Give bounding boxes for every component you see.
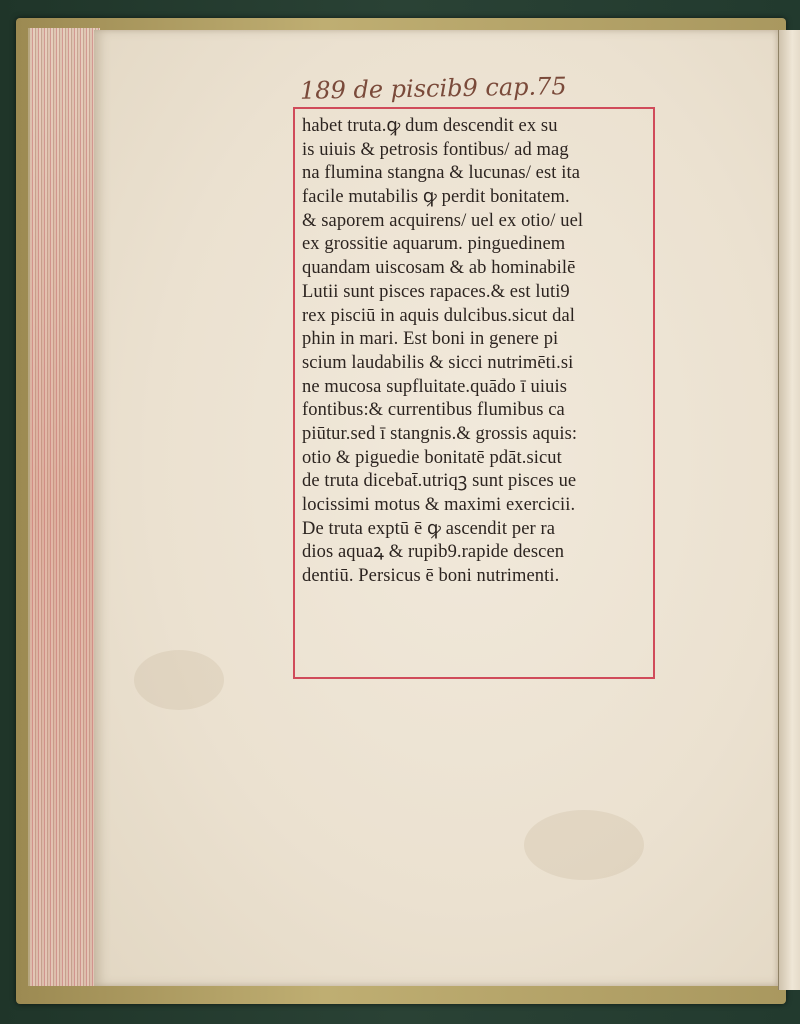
text-line: dios aquaꝝ & rupib9.rapide descen [302,542,565,563]
text-line: scium laudabilis & sicci nutrimēti.si [302,352,574,373]
text-line: piūtur.sed ī stangnis.& grossis aquis: [302,423,578,444]
page-edges [28,28,100,986]
text-line: dentiū. Persicus ē boni nutrimenti. [302,566,560,587]
next-page-edge [778,30,800,990]
text-line: locissimi motus & maximi exercicii. [302,495,576,515]
text-line: ne mucosa supfluitate.quādo ī uiuis [302,376,568,397]
text-line: Lutii sunt pisces rapaces.& est luti9 [302,281,570,302]
text-line: & saporem acquirens/ uel ex otio/ uel [302,210,584,231]
text-line: facile mutabilis ꝙ perdit bonitatem. [302,187,570,208]
text-line: is uiuis & petrosis fontibus/ ad mag [302,139,569,160]
text-line: De truta exptū ē ꝙ ascendit per ra [302,518,556,539]
text-line: de truta dicebat̄.utriqꝫ sunt pisces ue [302,471,577,492]
text-line: rex pisciū in aquis dulcibus.sicut dal [302,305,576,326]
text-line: fontibus:& currentibus flumibus ca [302,400,565,421]
page-stain [134,650,224,710]
text-block [302,115,654,589]
text-line: na flumina stangna & lucunas/ est ita [302,163,581,184]
page-stain [524,810,644,880]
text-line: phin in mari. Est boni in genere pi [302,329,559,350]
handwritten-header: 189 de piscib9 cap.75 [299,72,567,105]
text-line: habet truta.ꝙ dum descendit ex su [302,116,558,136]
text-line: ex grossitie aquarum. pinguedinem [302,234,566,255]
text-line: quandam uiscosam & ab hominabilē [302,258,576,279]
text-line: otio & piguedie bonitatē pdāt.sicut [302,447,562,468]
